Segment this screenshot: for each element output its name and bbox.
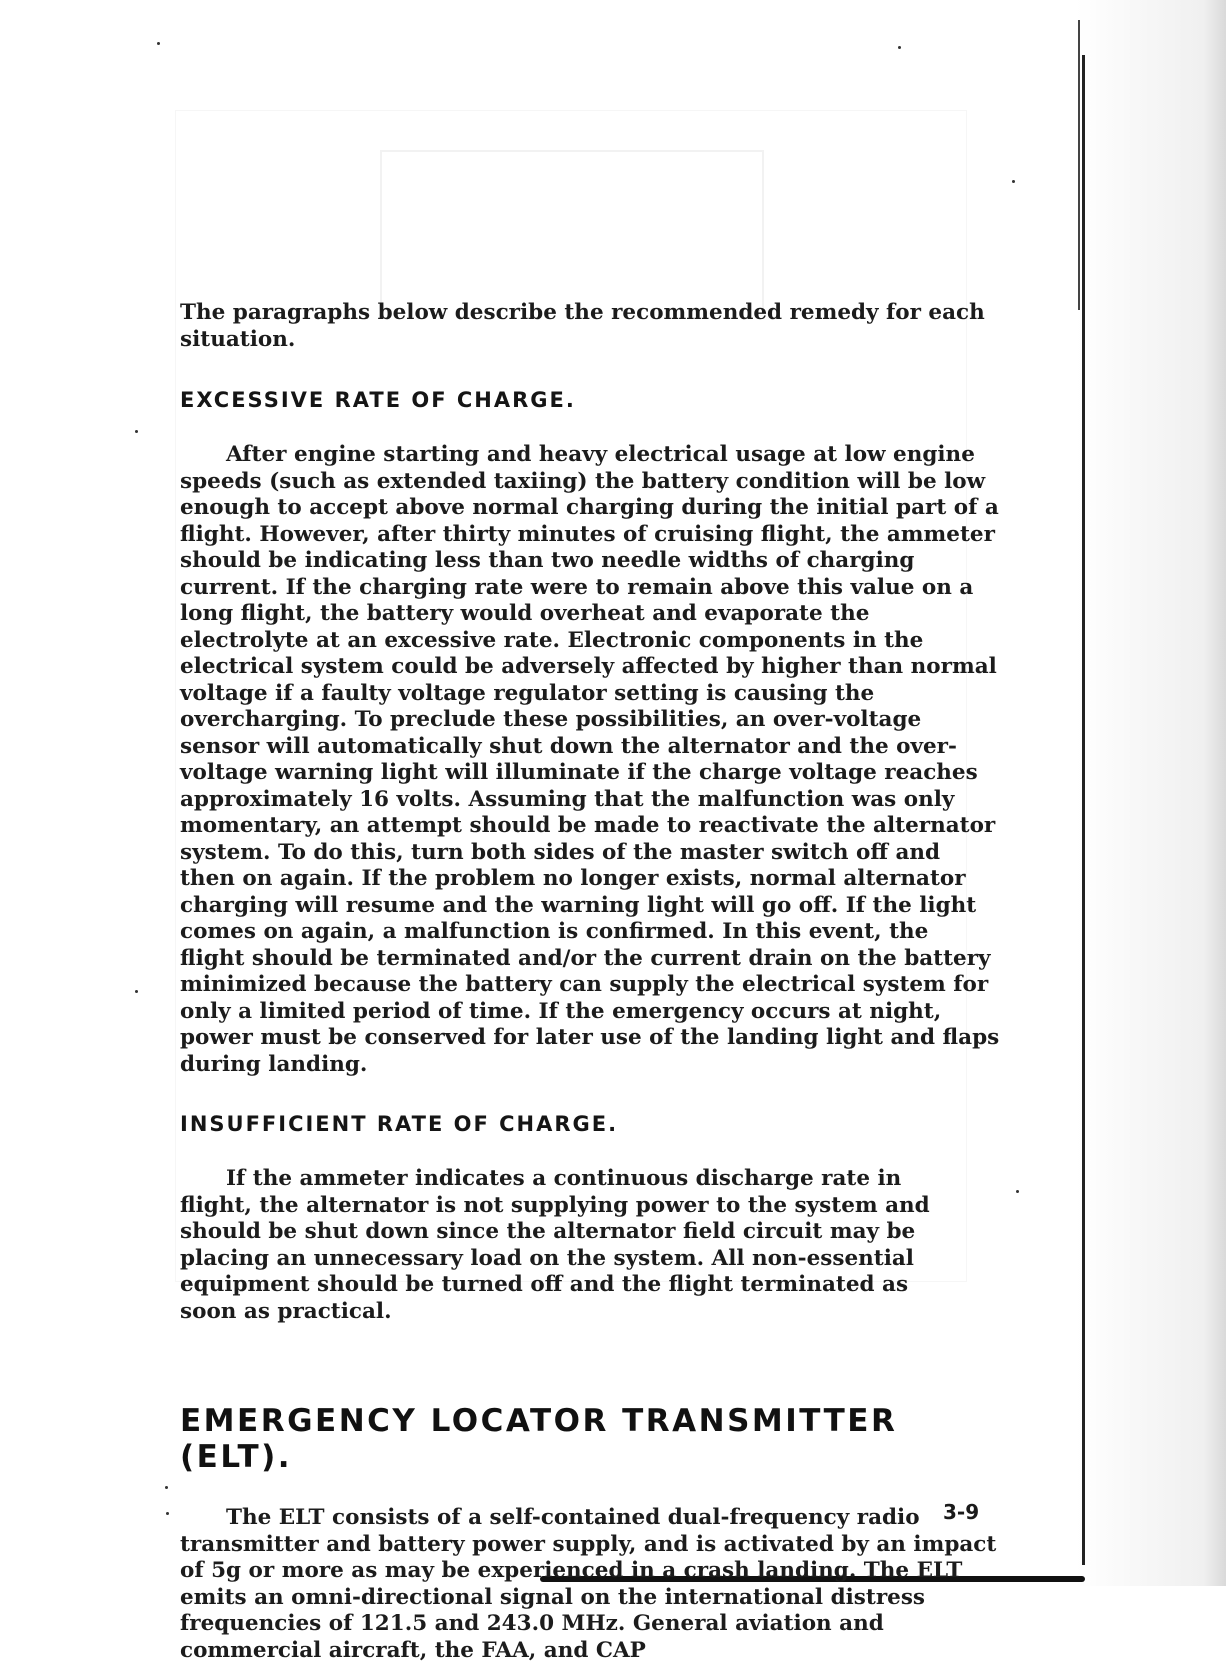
bleed-through-panel (380, 150, 764, 312)
scan-speck (165, 1486, 168, 1489)
page-edge-shadow (1076, 0, 1226, 1586)
scan-speck (135, 990, 138, 993)
page-edge-line-top (1078, 20, 1080, 310)
scan-speck (898, 46, 901, 49)
section-paragraph-excessive-charge: After engine starting and heavy electrical usage at low engine speeds (such as extended taxiing) the battery condition will be low enough to accept above normal charging during the initial part of a flight. However, after thirty minutes of cruising flight, the ammeter should be indicating less than two needle widths of charging current. If the charging rate were to remain above this value on a long flight, the battery would overheat and evaporate the electrolyte at an excessive rate. Electronic components in the electrical system could be adversely affected by higher than normal voltage if a faulty voltage regulator setting is causing the overcharging. To preclude these possibilities, an over-voltage sensor will automatically shut down the alternator and the over-voltage warning light will illuminate if the charge voltage reaches approximately 16 volts. Assuming that the malfunction was only momentary, an attempt should be made to reactivate the alternator system. To do this, turn both sides of the master switch off and then on again. If the problem no longer exists, normal alternator charging will resume and the warning light will go off. If the light comes on again, a malfunction is confirmed. In this event, the flight should be terminated and/or the current drain on the battery minimized because the battery can supply the electrical system for only a limited period of time. If the emergency occurs at night, power must be conserved for later use of the landing light and flaps during landing. (180, 442, 1000, 1077)
scan-speck (135, 430, 138, 433)
document-body (180, 300, 1000, 1664)
section-paragraph-insufficient-charge: If the ammeter indicates a continuous discharge rate in flight, the alternator is not supplying power to the system and should be shut down since the alternator field circuit may be placing an unnecessary load on the system. All non-essential equipment should be turned off and the flight terminated as soon as practical. (180, 1166, 930, 1324)
section-heading-excessive-charge: EXCESSIVE RATE OF CHARGE. (180, 388, 576, 412)
scan-speck (157, 42, 160, 45)
section-paragraph-elt: The ELT consists of a self-contained dual-frequency radio transmitter and battery power supply, and is activated by an impact of 5g or more as may be experienced in a crash landing. The ELT emits an omni-directional signal on the international distress frequencies of 121.5 and 243.0 MHz. General aviation and commercial aircraft, the FAA, and CAP (180, 1505, 997, 1663)
intro-paragraph: The paragraphs below describe the recommended remedy for each situation. (180, 300, 985, 352)
scan-speck (1012, 180, 1015, 183)
scan-speck (166, 1512, 169, 1515)
page-edge-line (1082, 55, 1085, 1565)
section-heading-insufficient-charge: INSUFFICIENT RATE OF CHARGE. (180, 1112, 619, 1136)
section-heading-elt: EMERGENCY LOCATOR TRANSMITTER (ELT). (180, 1403, 898, 1475)
page-number: 3-9 (943, 1500, 980, 1524)
scan-speck (1016, 1190, 1019, 1193)
